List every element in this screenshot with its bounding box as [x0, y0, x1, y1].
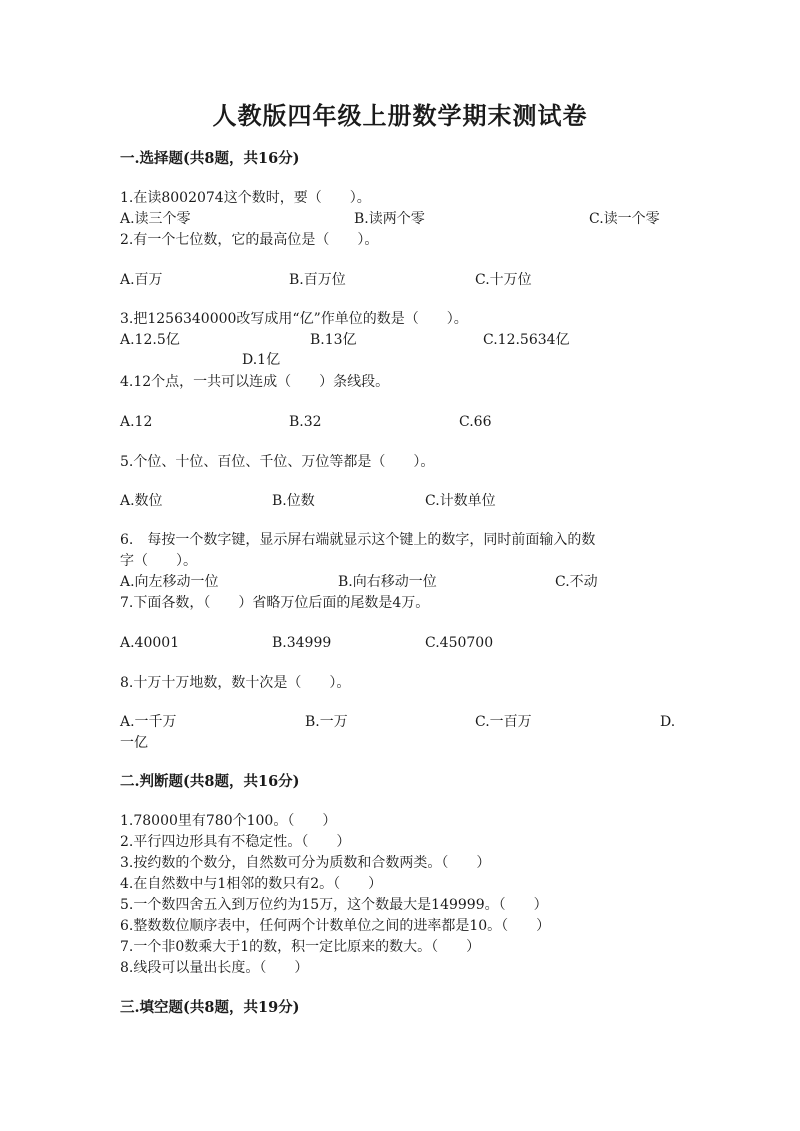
question-stem: 6. 每按一个数字键，显示屏右端就显示这个键上的数字，同时前面输入的数 — [120, 532, 596, 548]
option-a: A.向左移动一位 — [120, 574, 219, 590]
judge-item: 5.一个数四舍五入到万位约为15万，这个数最大是149999。（ ） — [120, 897, 548, 913]
question-stem: 2.有一个七位数，它的最高位是（ ）。 — [120, 232, 379, 248]
section-heading-judge: 二.判断题(共8题，共16分) — [120, 773, 300, 790]
option-a: A.一千万 — [120, 714, 177, 730]
option-c: C.读一个零 — [589, 211, 660, 227]
option-c: C.不动 — [555, 574, 598, 590]
option-c: C.一百万 — [475, 714, 532, 730]
option-c: C.450700 — [425, 635, 494, 651]
question-stem-continued: 字（ ）。 — [120, 553, 197, 569]
judge-item: 6.整数数位顺序表中，任何两个计数单位之间的进率都是10。（ ） — [120, 918, 551, 934]
section-heading-choice: 一.选择题(共8题，共16分) — [120, 150, 300, 167]
question-stem: 4.12个点，一共可以连成（ ）条线段。 — [120, 374, 390, 390]
option-d: D.1亿 — [242, 352, 281, 368]
option-a: A.百万 — [120, 272, 163, 288]
option-b: B.向右移动一位 — [338, 574, 437, 590]
question-stem: 1.在读8002074这个数时，要（ ）。 — [120, 190, 371, 206]
option-c: C.十万位 — [475, 272, 532, 288]
judge-item: 7.一个非0数乘大于1的数，积一定比原来的数大。（ ） — [120, 939, 481, 955]
option-b: B.一万 — [305, 714, 348, 730]
question-stem: 8.十万十万地数，数十次是（ ）。 — [120, 675, 351, 691]
judge-item: 1.78000里有780个100。（ ） — [120, 813, 337, 829]
option-b: B.位数 — [272, 493, 315, 509]
section-heading-fill: 三.填空题(共8题，共19分) — [120, 999, 300, 1016]
option-d-text: 一亿 — [120, 735, 148, 751]
option-b: B.13亿 — [310, 332, 357, 348]
question-stem: 3.把1256340000改写成用“亿”作单位的数是（ ）。 — [120, 311, 468, 327]
option-a: A.数位 — [120, 493, 163, 509]
option-a: A.40001 — [120, 635, 180, 651]
judge-item: 2.平行四边形具有不稳定性。（ ） — [120, 834, 351, 850]
option-b: B.读两个零 — [354, 211, 425, 227]
option-a: A.12.5亿 — [120, 332, 180, 348]
question-stem: 5.个位、十位、百位、千位、万位等都是（ ）。 — [120, 454, 435, 470]
judge-item: 8.线段可以量出长度。（ ） — [120, 960, 309, 976]
option-b: B.百万位 — [289, 272, 346, 288]
option-a: A.12 — [120, 414, 153, 430]
exam-title: 人教版四年级上册数学期末测试卷 — [212, 101, 588, 130]
question-stem: 7.下面各数，（ ）省略万位后面的尾数是4万。 — [120, 595, 430, 611]
judge-item: 3.按约数的个数分，自然数可分为质数和合数两类。（ ） — [120, 855, 491, 871]
option-c: C.计数单位 — [425, 493, 496, 509]
option-c: C.66 — [459, 414, 492, 430]
option-d-label: D. — [660, 714, 676, 730]
option-b: B.32 — [289, 414, 322, 430]
judge-item: 4.在自然数中与1相邻的数只有2。（ ） — [120, 876, 383, 892]
option-b: B.34999 — [272, 635, 332, 651]
option-a: A.读三个零 — [120, 211, 191, 227]
option-c: C.12.5634亿 — [483, 332, 570, 348]
